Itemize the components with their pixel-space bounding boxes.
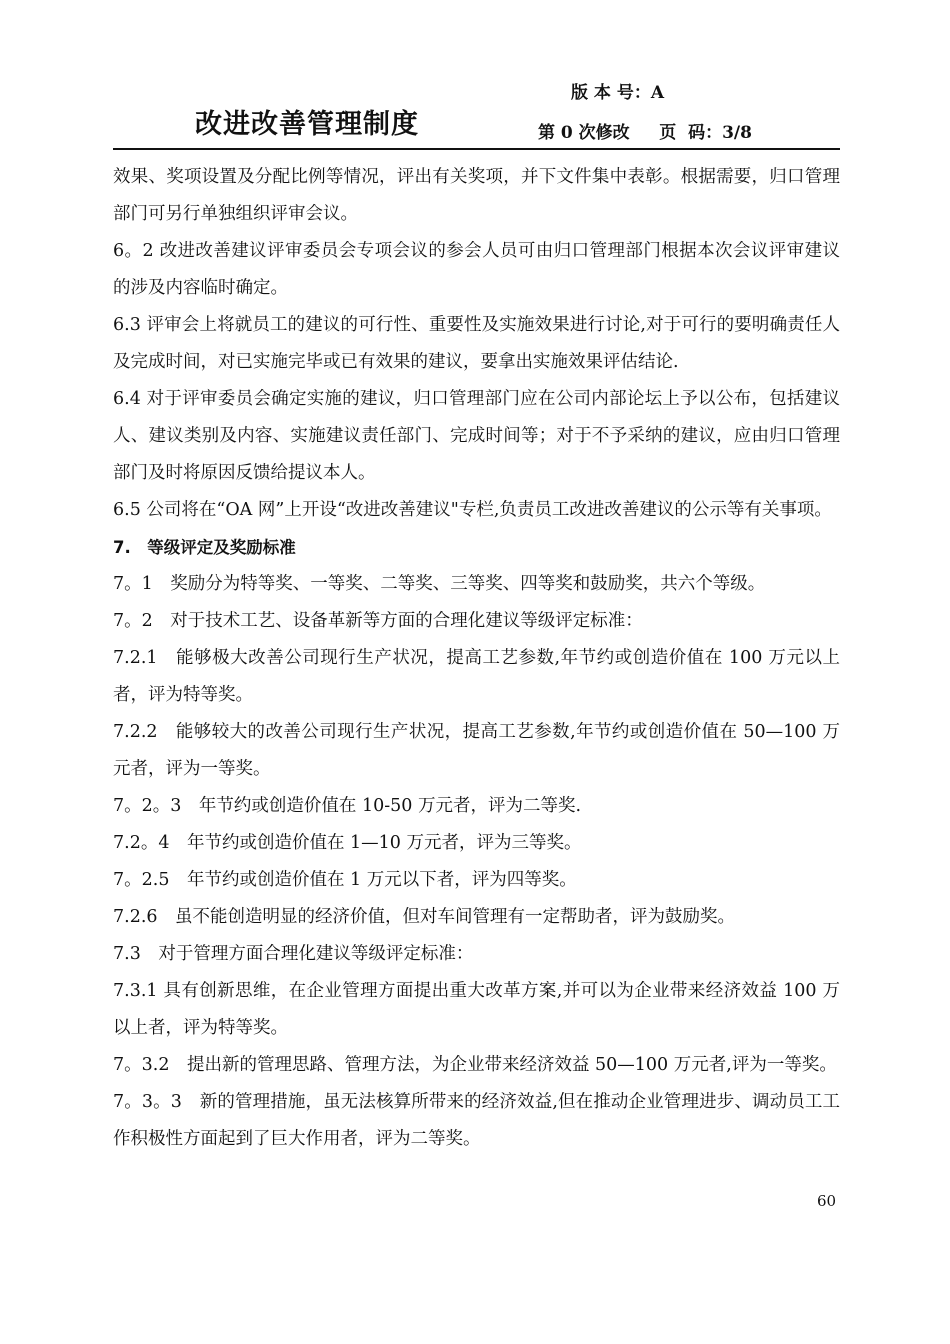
document-title: 改进改善管理制度 <box>195 109 419 140</box>
paragraph: 7。2.5 年节约或创造价值在 1 万元以下者，评为四等奖。 <box>113 870 577 890</box>
paragraph: 7.2.6 虽不能创造明显的经济价值，但对车间管理有一定帮助者，评为鼓励奖。 <box>113 907 736 927</box>
paragraph: 7.2。4 年节约或创造价值在 1—10 万元者，评为三等奖。 <box>113 833 582 853</box>
paragraph: 7。3。3 新的管理措施，虽无法核算所带来的经济效益,但在推动企业管理进步、调动员工工作积极性方面起到了巨大作用者，评为二等奖。 <box>113 1092 840 1149</box>
revision-and-page: 第 0 次修改 页 码：3/8 <box>538 123 752 143</box>
page-number: 60 <box>817 1192 837 1210</box>
paragraph: 6。2 改进改善建议评审委员会专项会议的参会人员可由归口管理部门根据本次会议评审建议的涉及内容临时确定。 <box>113 241 840 298</box>
section-heading: 7. 等级评定及奖励标准 <box>113 538 296 557</box>
paragraph: 7.2.1 能够极大改善公司现行生产状况，提高工艺参数,年节约或创造价值在 100 万元以上者，评为特等奖。 <box>113 648 840 705</box>
paragraph: 6.5 公司将在“OA 网”上开设“改进改善建议"专栏,负责员工改进改善建议的公示等有关事项。 <box>113 500 832 520</box>
paragraph: 6.4 对于评审委员会确定实施的建议，归口管理部门应在公司内部论坛上予以公布，包括建议人、建议类别及内容、实施建议责任部门、完成时间等；对于不予采纳的建议，应由归口管理部门及时将原因反馈给提议本人。 <box>113 389 840 483</box>
version-number: 版 本 号：A <box>571 83 665 103</box>
paragraph: 7.2.2 能够较大的改善公司现行生产状况，提高工艺参数,年节约或创造价值在 50—100 万元者，评为一等奖。 <box>113 722 840 779</box>
paragraph: 7。1 奖励分为特等奖、一等奖、二等奖、三等奖、四等奖和鼓励奖，共六个等级。 <box>113 574 766 594</box>
paragraph: 7.3.1 具有创新思维，在企业管理方面提出重大改革方案,并可以为企业带来经济效益 100 万以上者，评为特等奖。 <box>113 981 840 1038</box>
paragraph: 7。3.2 提出新的管理思路、管理方法，为企业带来经济效益 50—100 万元者,评为一等奖。 <box>113 1055 837 1075</box>
paragraph: 7。2。3 年节约或创造价值在 10-50 万元者，评为二等奖. <box>113 796 582 816</box>
paragraph: 7.3 对于管理方面合理化建议等级评定标准： <box>113 944 474 964</box>
paragraph: 效果、奖项设置及分配比例等情况，评出有关奖项，并下文件集中表彰。根据需要，归口管理部门可另行单独组织评审会议。 <box>113 167 840 224</box>
document-header <box>113 72 840 150</box>
paragraph: 7。2 对于技术工艺、设备革新等方面的合理化建议等级评定标准： <box>113 611 643 631</box>
paragraph: 6.3 评审会上将就员工的建议的可行性、重要性及实施效果进行讨论,对于可行的要明确责任人及完成时间，对已实施完毕或已有效果的建议，要拿出实施效果评估结论. <box>113 315 840 372</box>
document-body <box>113 159 840 1158</box>
